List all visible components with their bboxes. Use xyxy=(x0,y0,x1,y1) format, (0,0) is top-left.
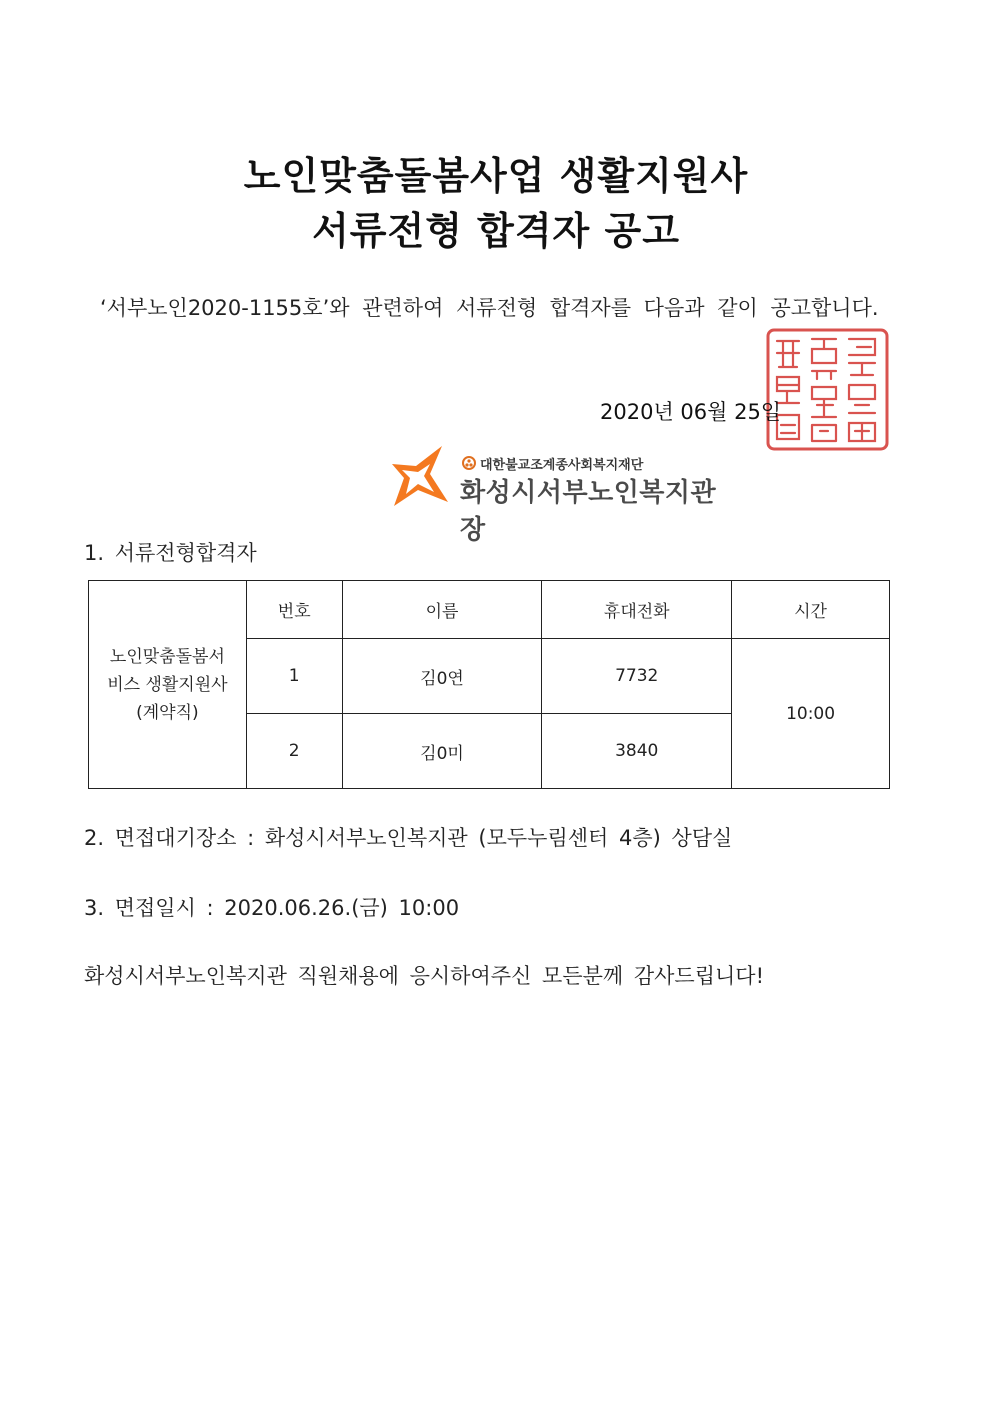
thank-you-message: 화성시서부노인복지관 직원채용에 응시하여주신 모든분께 감사드립니다! xyxy=(84,964,764,988)
position-line: 비스 생활지원사 xyxy=(107,674,228,695)
intro-paragraph: ‘서부노인2020-1155호’와 관련하여 서류전형 합격자를 다음과 같이 공고합니다. xyxy=(100,296,879,320)
header-name: 이름 xyxy=(342,581,542,639)
document-title-line2: 서류전형 합격자 공고 xyxy=(312,209,680,253)
document-title-line1: 노인맞춤돌봄사업 생활지원사 xyxy=(243,154,749,198)
position-line: (계약직) xyxy=(136,702,199,723)
announcement-date: 2020년 06월 25일 xyxy=(600,400,782,424)
row-name: 김0연 xyxy=(342,639,542,714)
organization-logo xyxy=(390,442,730,545)
buddhist-emblem-icon xyxy=(462,456,476,470)
section-3-interview-datetime: 3. 면접일시 : 2020.06.26.(금) 10:00 xyxy=(84,896,460,920)
position-line: 노인맞춤돌봄서 xyxy=(109,646,225,667)
row-phone: 7732 xyxy=(542,639,732,714)
official-seal-stamp xyxy=(765,327,890,452)
header-time: 시간 xyxy=(732,581,890,639)
header-phone: 휴대전화 xyxy=(542,581,732,639)
row-phone: 3840 xyxy=(542,714,732,789)
foundation-name: 대한불교조계종사회복지재단 xyxy=(480,458,644,473)
section-1-heading: 1. 서류전형합격자 xyxy=(84,541,257,565)
section-2-interview-location: 2. 면접대기장소 : 화성시서부노인복지관 (모두누림센터 4층) 상담실 xyxy=(84,826,733,850)
interview-time: 10:00 xyxy=(732,639,890,789)
header-number: 번호 xyxy=(246,581,342,639)
row-number: 2 xyxy=(246,714,342,789)
welfare-center-name: 화성시서부노인복지관장 xyxy=(460,478,717,545)
star-logo-icon xyxy=(390,444,450,510)
row-name: 김0미 xyxy=(342,714,542,789)
position-cell xyxy=(89,581,247,789)
row-number: 1 xyxy=(246,639,342,714)
passer-table xyxy=(88,580,890,789)
